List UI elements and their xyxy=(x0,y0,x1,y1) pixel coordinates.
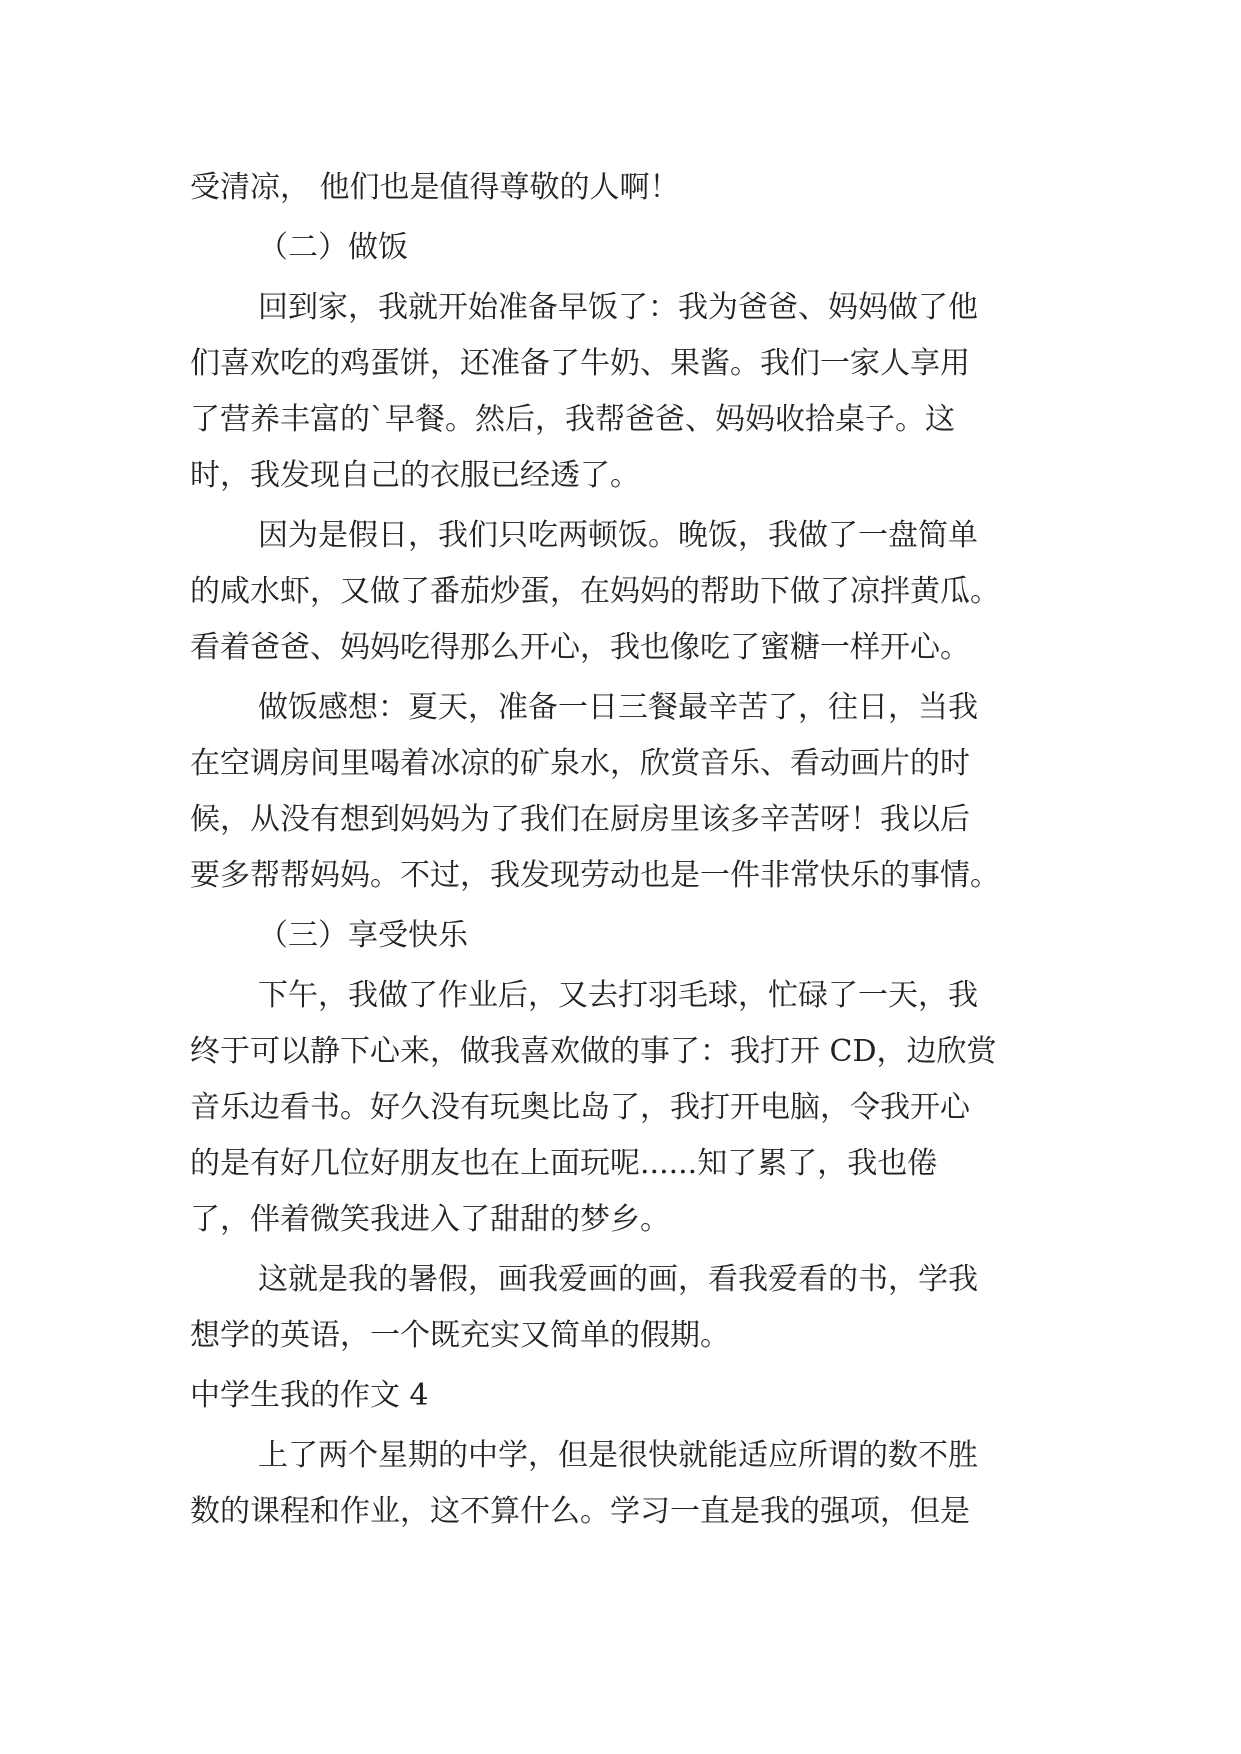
text-line: 回到家，我就开始准备早饭了：我为爸爸、妈妈做了他 xyxy=(258,290,978,325)
text-line: 了，伴着微笑我进入了甜甜的梦乡。 xyxy=(190,1202,670,1237)
text-line: 想学的英语，一个既充实又简单的假期。 xyxy=(190,1318,730,1353)
text-line: 因为是假日，我们只吃两顿饭。晚饭，我做了一盘简单 xyxy=(258,518,978,553)
text-line: 做饭感想：夏天，准备一日三餐最辛苦了，往日，当我 xyxy=(258,690,978,725)
text-line: 受清凉， 他们也是值得尊敬的人啊！ xyxy=(190,170,680,205)
text-line: 了营养丰富的`早餐。然后，我帮爸爸、妈妈收拾桌子。这 xyxy=(190,402,955,437)
text-line: 上了两个星期的中学，但是很快就能适应所谓的数不胜 xyxy=(258,1438,978,1473)
text-line: 们喜欢吃的鸡蛋饼，还准备了牛奶、果酱。我们一家人享用 xyxy=(190,346,970,381)
text-line: 时，我发现自己的衣服已经透了。 xyxy=(190,458,640,493)
text-line: 这就是我的暑假，画我爱画的画，看我爱看的书，学我 xyxy=(258,1262,978,1297)
section-heading: （三）享受快乐 xyxy=(258,918,468,953)
text-line: 终于可以静下心来，做我喜欢做的事了：我打开 CD，边欣赏 xyxy=(190,1034,997,1069)
text-line: 的咸水虾，又做了番茄炒蛋，在妈妈的帮助下做了凉拌黄瓜。 xyxy=(190,574,1000,609)
text-line: 数的课程和作业，这不算什么。学习一直是我的强项，但是 xyxy=(190,1494,970,1529)
text-line: 看着爸爸、妈妈吃得那么开心，我也像吃了蜜糖一样开心。 xyxy=(190,630,970,665)
essay-title: 中学生我的作文 4 xyxy=(190,1378,429,1413)
text-line: 的是有好几位好朋友也在上面玩呢......知了累了，我也倦 xyxy=(190,1146,938,1181)
text-line: 候，从没有想到妈妈为了我们在厨房里该多辛苦呀！我以后 xyxy=(190,802,970,837)
section-heading: （二）做饭 xyxy=(258,230,408,265)
text-line: 音乐边看书。好久没有玩奥比岛了，我打开电脑，令我开心 xyxy=(190,1090,970,1125)
text-line: 要多帮帮妈妈。不过，我发现劳动也是一件非常快乐的事情。 xyxy=(190,858,1000,893)
text-line: 在空调房间里喝着冰凉的矿泉水，欣赏音乐、看动画片的时 xyxy=(190,746,970,781)
text-line: 下午，我做了作业后，又去打羽毛球，忙碌了一天，我 xyxy=(258,978,978,1013)
